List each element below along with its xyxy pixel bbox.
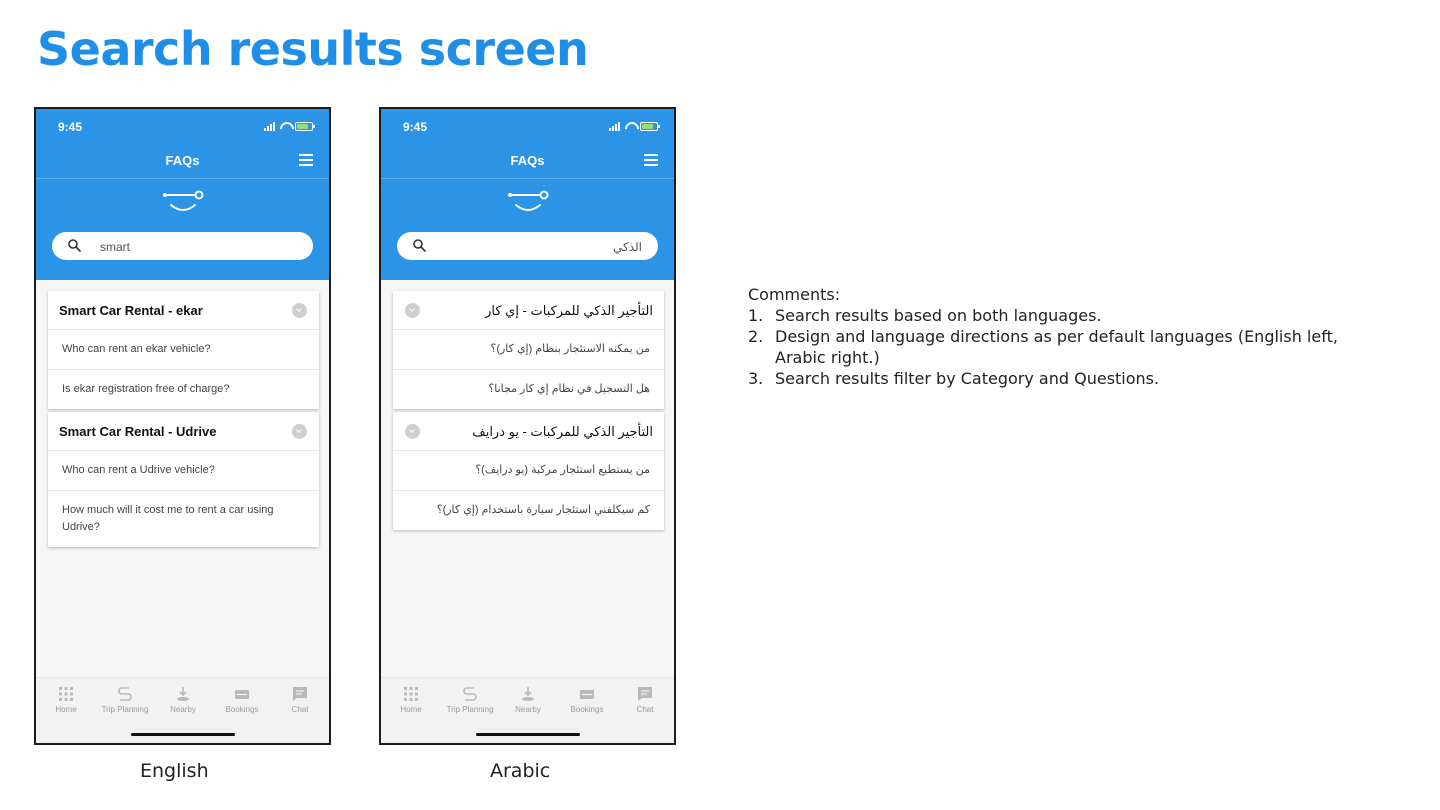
category-title: التأجير الذكي للمركبات - يو درايف — [472, 424, 653, 439]
home-indicator[interactable] — [476, 733, 580, 736]
question-item[interactable]: من يستطيع استئجار مركبة (يو درايف)؟ — [393, 451, 664, 491]
comment-item: 3. Search results filter by Category and Questions. — [748, 369, 1160, 388]
nav-title: FAQs — [510, 153, 545, 168]
tab-nearby[interactable]: Nearby — [498, 686, 558, 714]
tab-trip-planning[interactable]: Trip Planning — [95, 686, 155, 714]
tab-bar — [381, 677, 674, 743]
tab-bar — [36, 677, 329, 743]
app-logo-icon — [506, 189, 550, 215]
search-input[interactable] — [52, 232, 313, 260]
tab-nearby[interactable]: Nearby — [153, 686, 213, 714]
battery-icon — [295, 122, 313, 131]
search-input[interactable] — [397, 232, 658, 260]
location-pin-icon — [520, 686, 536, 702]
signal-icon — [609, 122, 620, 131]
comments-heading: Comments: — [748, 285, 841, 304]
signal-icon — [264, 122, 275, 131]
page-title: Search results screen — [37, 22, 589, 76]
chat-icon — [292, 686, 308, 702]
category-title: Smart Car Rental - Udrive — [59, 424, 217, 439]
comment-item: 1. Search results based on both languages. — [748, 306, 1102, 325]
nav-title: FAQs — [165, 153, 200, 168]
question-item[interactable]: من يمكنه الاستئجار بنظام (إي كار)؟ — [393, 330, 664, 370]
hamburger-icon[interactable] — [299, 154, 313, 166]
category-card[interactable] — [393, 412, 664, 530]
question-item[interactable]: Who can rent a Udrive vehicle? — [48, 451, 319, 491]
route-icon — [462, 686, 478, 702]
chevron-down-icon[interactable] — [405, 303, 420, 318]
status-bar — [381, 119, 674, 135]
grid-icon — [58, 686, 74, 702]
category-header[interactable] — [48, 412, 319, 451]
tab-home[interactable]: Home — [381, 686, 441, 714]
header-area — [381, 109, 674, 280]
category-title: Smart Car Rental - ekar — [59, 303, 203, 318]
wifi-icon — [625, 122, 635, 131]
chevron-down-icon[interactable] — [405, 424, 420, 439]
wifi-icon — [280, 122, 290, 131]
question-item[interactable]: How much will it cost me to rent a car using Udrive? — [62, 504, 274, 533]
status-bar — [36, 119, 329, 135]
caption-arabic: Arabic — [490, 760, 551, 782]
phone-screen-english — [34, 107, 331, 745]
search-value: smart — [100, 240, 130, 254]
search-icon — [413, 239, 426, 252]
tab-bookings[interactable]: Bookings — [557, 686, 617, 714]
search-value: الذكي — [612, 240, 642, 254]
question-item[interactable]: Who can rent an ekar vehicle? — [48, 330, 319, 370]
tab-home[interactable]: Home — [36, 686, 96, 714]
chevron-down-icon[interactable] — [292, 424, 307, 439]
category-header[interactable] — [393, 412, 664, 451]
status-time: 9:45 — [403, 120, 428, 134]
home-indicator[interactable] — [131, 733, 235, 736]
category-header[interactable] — [393, 291, 664, 330]
app-logo-icon — [161, 189, 205, 215]
question-item[interactable]: Is ekar registration free of charge? — [62, 383, 230, 395]
question-item[interactable]: هل التسجيل في نظام إي كار مجانا؟ — [488, 383, 650, 395]
comments-panel — [748, 284, 1368, 389]
caption-english: English — [140, 760, 209, 782]
hamburger-icon[interactable] — [644, 154, 658, 166]
route-icon — [117, 686, 133, 702]
question-item[interactable]: كم سيكلفني استئجار سيارة باستخدام (إي كار)؟ — [436, 504, 650, 516]
category-title: التأجير الذكي للمركبات - إي كار — [485, 303, 653, 318]
header-area — [36, 109, 329, 280]
category-card[interactable] — [48, 291, 319, 409]
tab-chat[interactable]: Chat — [270, 686, 330, 714]
tab-chat[interactable]: Chat — [615, 686, 675, 714]
chat-icon — [637, 686, 653, 702]
category-header[interactable] — [48, 291, 319, 330]
battery-icon — [640, 122, 658, 131]
location-pin-icon — [175, 686, 191, 702]
comments-list — [748, 305, 1368, 389]
ticket-icon — [579, 686, 595, 702]
tab-bookings[interactable]: Bookings — [212, 686, 272, 714]
search-icon — [68, 239, 81, 252]
category-card[interactable] — [48, 412, 319, 547]
comment-item: 2. Design and language directions as per default languages (English left, Arabic right.) — [748, 327, 1338, 367]
grid-icon — [403, 686, 419, 702]
phone-screen-arabic — [379, 107, 676, 745]
status-time: 9:45 — [58, 120, 83, 134]
chevron-down-icon[interactable] — [292, 303, 307, 318]
category-card[interactable] — [393, 291, 664, 409]
tab-trip-planning[interactable]: Trip Planning — [440, 686, 500, 714]
ticket-icon — [234, 686, 250, 702]
